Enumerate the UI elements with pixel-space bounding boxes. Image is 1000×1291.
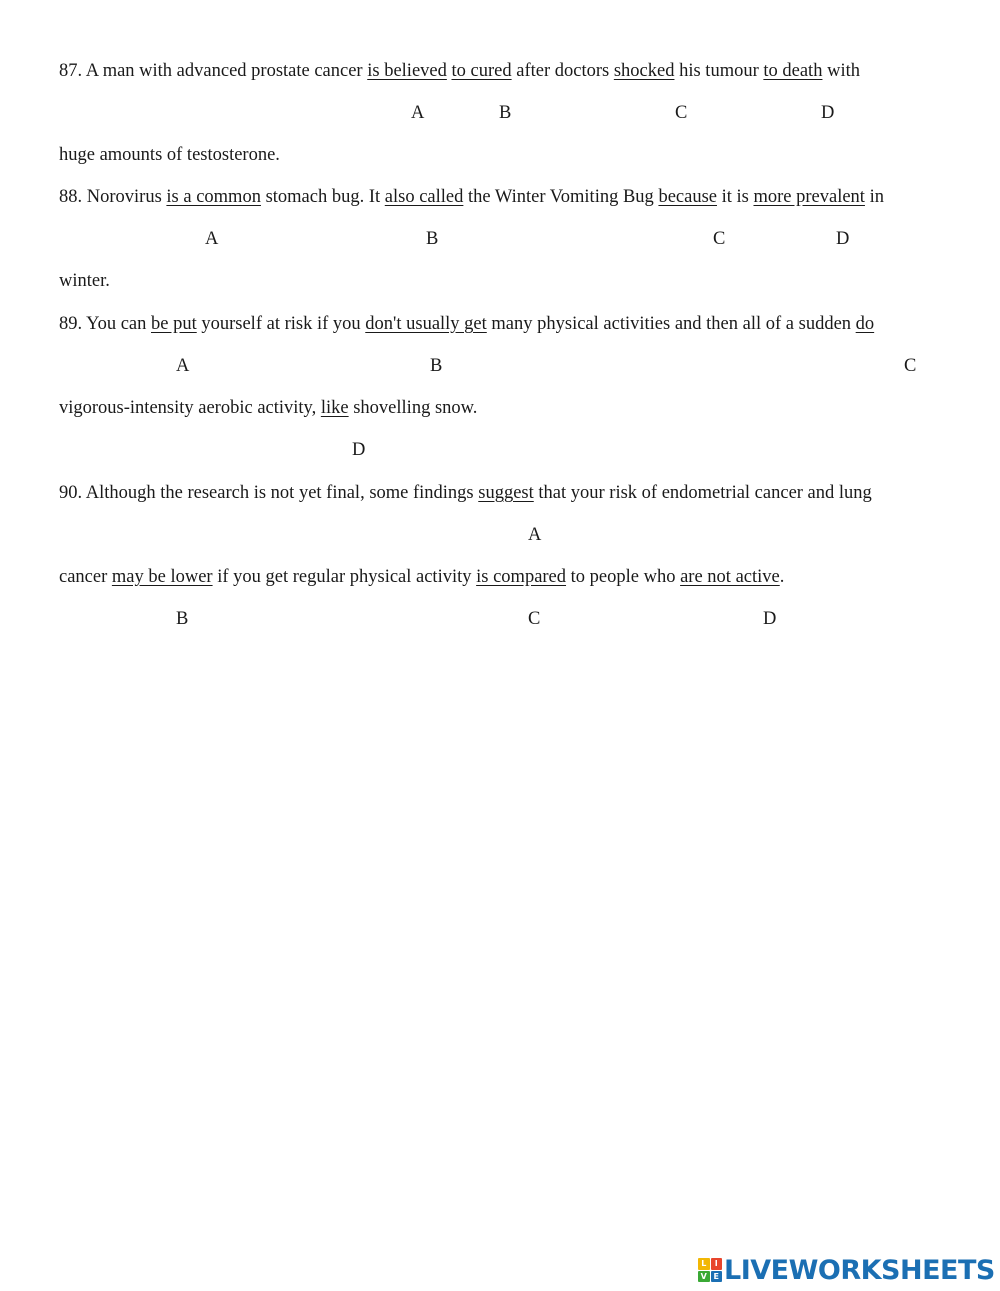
q87-letter-d: D [821, 103, 835, 123]
q89-letter-d: D [352, 440, 366, 460]
q89-letter-a: A [176, 356, 190, 376]
q88-stem-part: the Winter Vomiting Bug [463, 187, 659, 207]
q89-stem-part: yourself at risk if you [196, 314, 366, 334]
q89-letter-b: B [430, 356, 443, 376]
liveworksheets-logo-text: LIVEWORKSHEETS [724, 1254, 995, 1286]
q87-option-d-text[interactable]: to death [763, 61, 823, 81]
q90-stem-part: 90. Although the research is not yet final, some findings [59, 483, 479, 503]
q87-stem-part: with [822, 61, 860, 81]
q87-line1 [59, 60, 860, 82]
q87-letter-c: C [675, 103, 688, 123]
q87-option-b-text[interactable]: to cured [451, 61, 512, 81]
q90-option-b-text[interactable]: may be lower [111, 567, 213, 587]
q90-option-d-text[interactable]: are not active [680, 567, 780, 587]
q90-option-c-text[interactable]: is compared [476, 567, 567, 587]
q87-stem-part: 87. A man with advanced prostate cancer [59, 61, 368, 81]
q87-stem-part: after doctors [511, 61, 614, 81]
q90-line1 [59, 482, 872, 504]
liveworksheets-logo [698, 1254, 995, 1286]
q88-letter-d: D [836, 229, 850, 249]
q90-letter-c: C [528, 609, 541, 629]
q87-line2: huge amounts of testosterone. [59, 145, 280, 165]
q89-option-b-text[interactable]: don't usually get [365, 314, 487, 334]
q90-letter-b: B [176, 609, 189, 629]
q89-line2 [59, 397, 477, 419]
q88-letter-c: C [713, 229, 726, 249]
q88-line1 [59, 186, 884, 208]
q90-stem-part: that your risk of endometrial cancer and lung [533, 483, 872, 503]
q90-letter-d: D [763, 609, 777, 629]
logo-tile: I [711, 1258, 723, 1270]
q88-option-a-text[interactable]: is a common [166, 187, 261, 207]
logo-tile: V [698, 1271, 710, 1283]
q89-stem-part: 89. You can [59, 314, 151, 334]
q89-stem-part: many physical activities and then all of a sudden [486, 314, 856, 334]
q89-option-c-text[interactable]: do [855, 314, 875, 334]
q88-line2: winter. [59, 271, 110, 291]
logo-tile: E [711, 1271, 723, 1283]
q89-stem-part: shovelling snow. [348, 398, 478, 418]
q87-letter-a: A [411, 103, 425, 123]
q90-option-a-text[interactable]: suggest [478, 483, 534, 503]
q89-line1 [59, 313, 874, 335]
logo-tile: L [698, 1258, 710, 1270]
q87-letter-b: B [499, 103, 512, 123]
q90-line2 [59, 566, 784, 588]
q88-option-b-text[interactable]: also called [384, 187, 464, 207]
q89-stem-part: vigorous-intensity aerobic activity, [59, 398, 321, 418]
liveworksheets-logo-icon [698, 1258, 722, 1282]
q89-option-d-text[interactable]: like [320, 398, 349, 418]
q88-option-d-text[interactable]: more prevalent [753, 187, 865, 207]
q90-letter-a: A [528, 525, 542, 545]
q88-letter-a: A [205, 229, 219, 249]
q90-stem-part: to people who [566, 567, 681, 587]
q90-stem-part: if you get regular physical activity [212, 567, 477, 587]
q88-stem-part: in [864, 187, 884, 207]
q90-stem-part: cancer [59, 567, 112, 587]
q87-stem-part: his tumour [674, 61, 764, 81]
q87-option-c-text[interactable]: shocked [613, 61, 675, 81]
q88-stem-part: it is [716, 187, 754, 207]
q88-stem-part: 88. Norovirus [59, 187, 167, 207]
q88-option-c-text[interactable]: because [658, 187, 717, 207]
q88-stem-part: stomach bug. It [260, 187, 385, 207]
q88-letter-b: B [426, 229, 439, 249]
q89-option-a-text[interactable]: be put [151, 314, 197, 334]
q90-stem-part: . [779, 567, 785, 587]
q87-option-a-text[interactable]: is believed [367, 61, 447, 81]
q89-letter-c: C [904, 356, 917, 376]
